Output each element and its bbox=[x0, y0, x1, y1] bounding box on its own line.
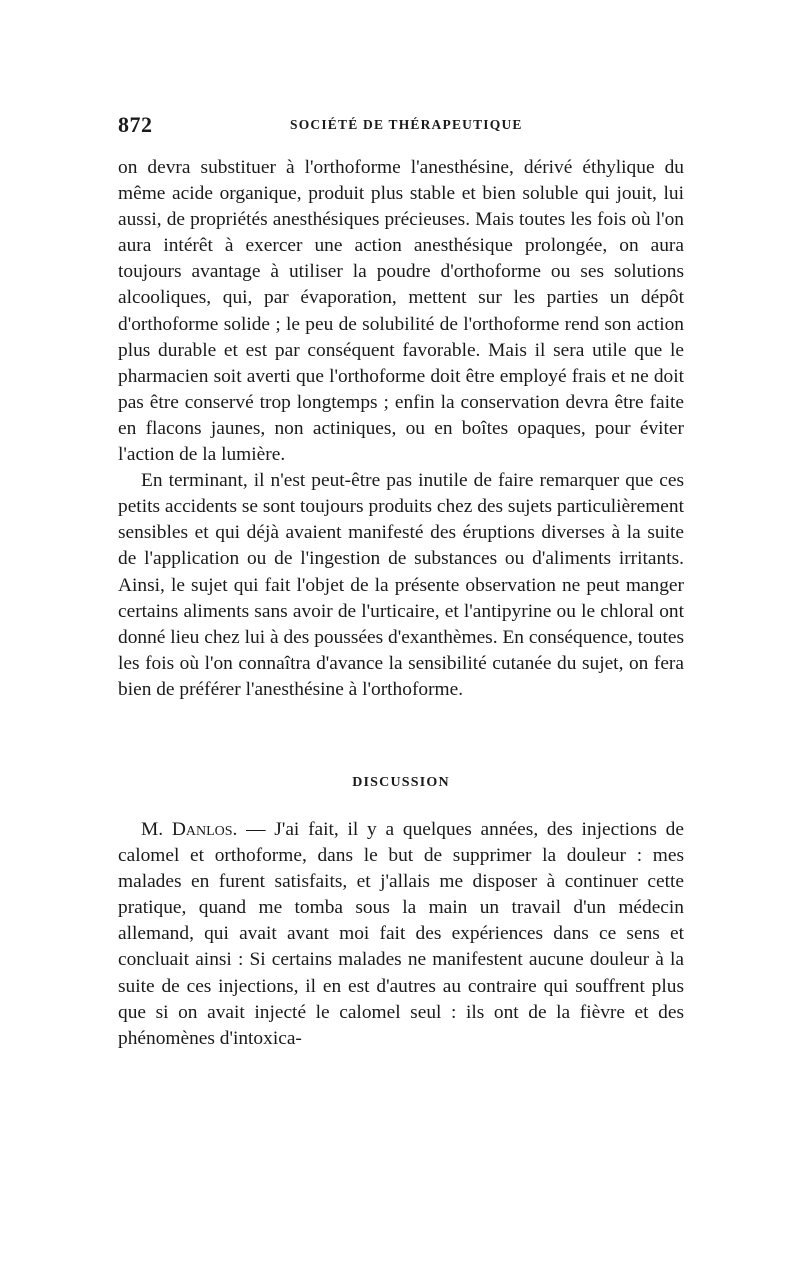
paragraph: on devra substituer à l'orthoforme l'anesthésine, dérivé éthylique du même acide organique, produit plus stable et bien soluble qui jouit, lui aussi, de propriétés anesthésiques précieuses. Mais toutes les fois où l'on aura intérêt à exercer une action anesthésique prolongée, on aura toujours avantage à utiliser la poudre d'orthoforme ou ses solutions alcooliques, qui, par évaporation, mettent sur les parties un dépôt d'orthoforme solide ; le peu de solubilité de l'orthoforme rend son action plus durable et est par conséquent favorable. Mais il sera utile que le pharmacien soit averti que l'orthoforme doit être employé frais et ne doit pas être conservé trop longtemps ; enfin la conservation devra être faite en flacons jaunes, non actiniques, ou en boîtes opaques, pour éviter l'action de la lumière. bbox=[118, 157, 684, 466]
discussion-text bbox=[118, 817, 684, 1052]
body-text bbox=[118, 155, 684, 703]
speaker-name: M. Danlos. bbox=[141, 819, 238, 840]
paragraph: En terminant, il n'est peut-être pas inutile de faire remarquer que ces petits accidents se sont toujours produits chez des sujets particulièrement sensibles et qui déjà avaient manifesté des éruptions diverses à la suite de l'application ou de l'ingestion de substances ou d'aliments irritants. Ainsi, le sujet qui fait l'objet de la présente observation ne peut manger certains aliments sans avoir de l'urticaire, et l'antipyrine ou le chloral ont donné lieu chez lui à des poussées d'exanthèmes. En conséquence, toutes les fois où l'on connaîtra d'avance la sensibilité cutanée du sujet, on fera bien de préférer l'anesthésine à l'orthoforme. bbox=[118, 470, 684, 700]
running-head: SOCIÉTÉ DE THÉRAPEUTIQUE bbox=[290, 117, 523, 132]
section-heading: DISCUSSION bbox=[352, 775, 450, 790]
discussion-body: — J'ai fait, il y a quelques années, des injections de calomel et orthoforme, dans le but de supprimer la douleur : mes malades en furent satisfaits, et j'allais me disposer à continuer cette pratique, quand me tomba sous la main un travail d'un médecin allemand, qui avait avant moi fait des expériences dans ce sens et concluait ainsi : Si certains malades ne manifestent aucune douleur à la suite de ces injections, il en est d'autres au contraire qui souffrent plus que si on avait injecté le calomel seul : ils ont de la fièvre et des phénomènes d'intoxica- bbox=[118, 819, 684, 1049]
page-number: 872 bbox=[118, 112, 153, 137]
discussion-paragraph bbox=[118, 817, 684, 1052]
page-header bbox=[118, 112, 684, 142]
